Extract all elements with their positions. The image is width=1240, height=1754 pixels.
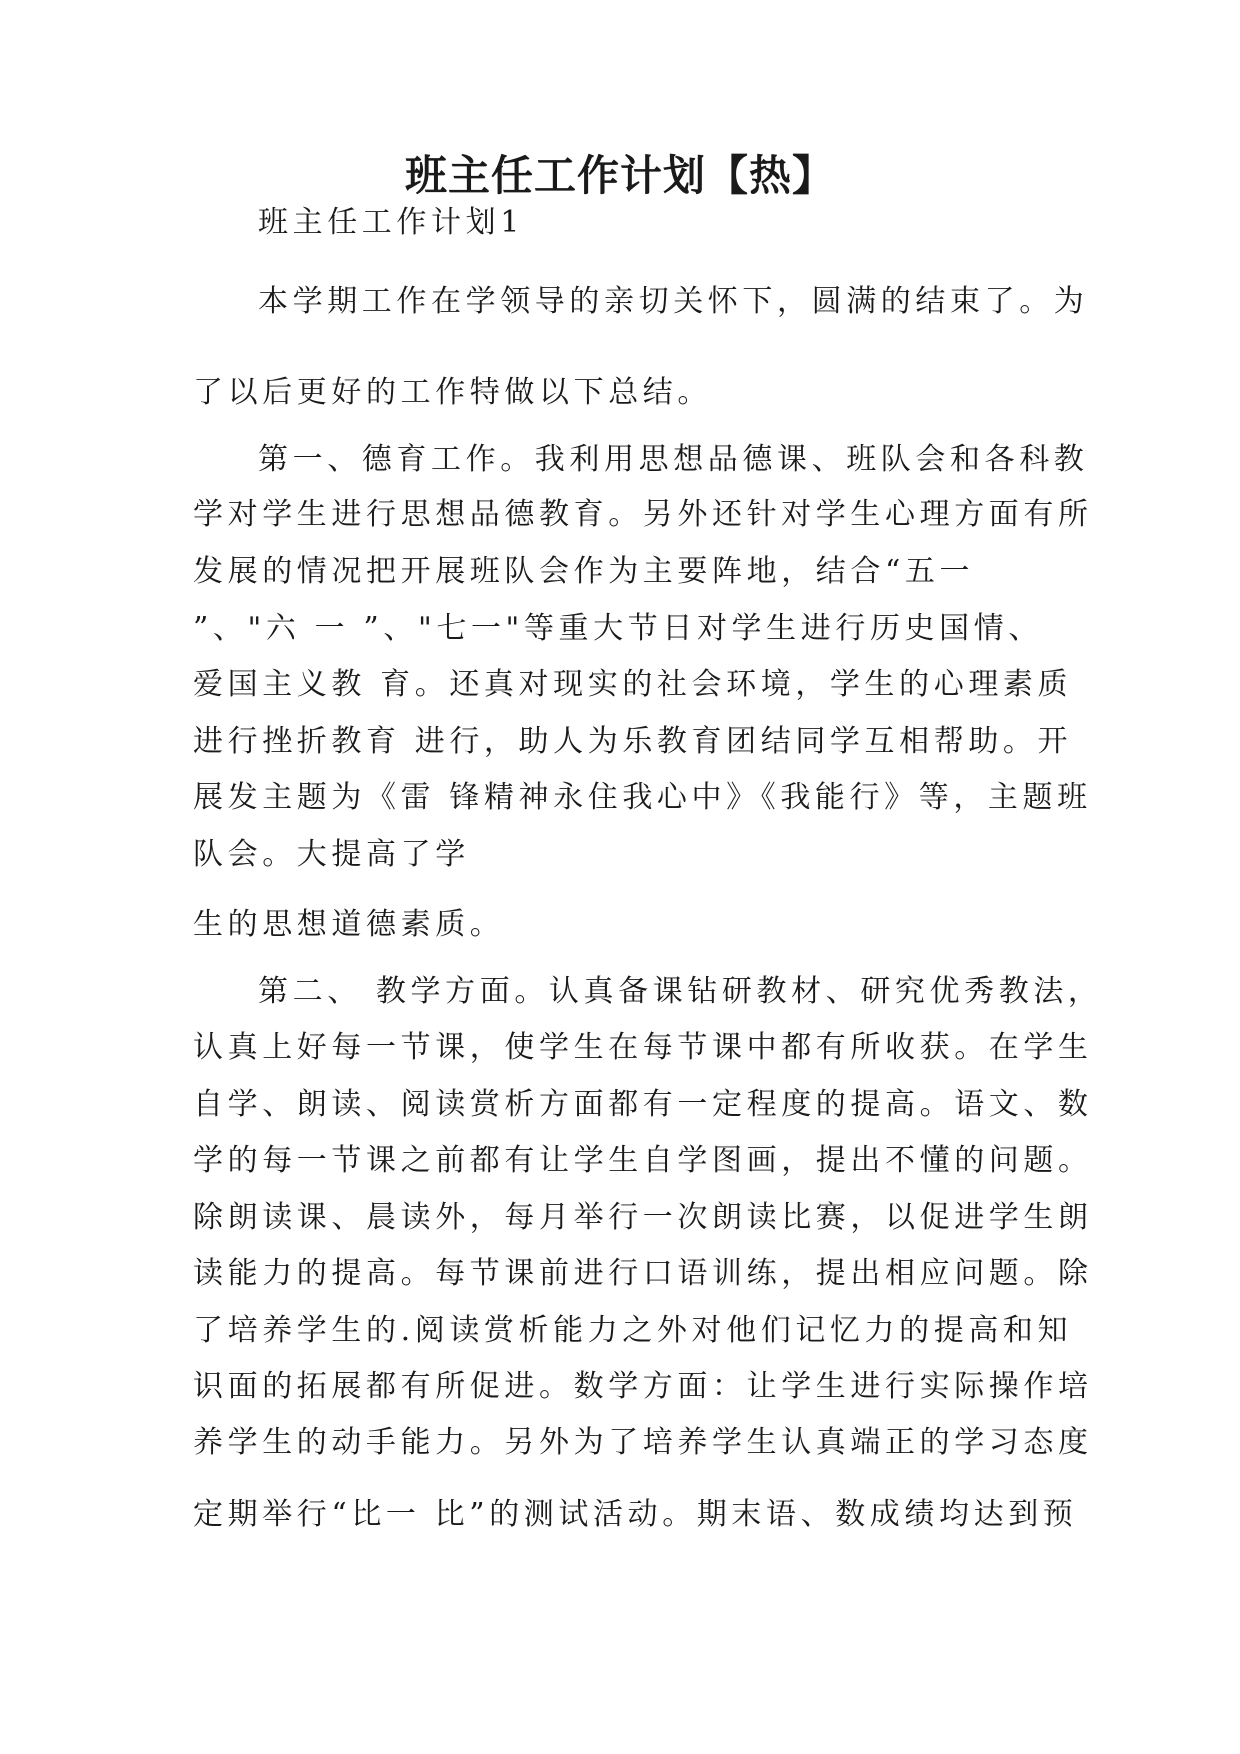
paragraph-line: 除朗读课、晨读外，每月举行一次朗读比赛，以促进学生朗 [193,1200,1093,1235]
paragraph-line: 学对学生进行思想品德教育。另外还针对学生心理方面有所 [193,497,1093,532]
paragraph-line: 爱国主义教 育。还真对现实的社会环境，学生的心理素质 [193,667,1073,702]
paragraph-line: 识面的拓展都有所促进。数学方面：让学生进行实际操作培 [193,1369,1093,1404]
paragraph-line: 认真上好每一节课，使学生在每节课中都有所收获。在学生 [193,1030,1093,1065]
paragraph-line: 了培养学生的.阅读赏析能力之外对他们记忆力的提高和知 [193,1313,1073,1348]
paragraph-line: 自学、朗读、阅读赏析方面都有一定程度的提高。语文、数 [193,1087,1093,1122]
paragraph-line: 队会。大提高了学 [193,837,470,872]
paragraph-line: 养学生的动手能力。另外为了培养学生认真端正的学习态度 [193,1425,1093,1460]
paragraph-line: 展发主题为《雷 锋精神永住我心中》《我能行》等，主题班 [193,780,1092,815]
paragraph-line: 进行挫折教育 进行，助人为乐教育团结同学互相帮助。开 [193,724,1073,759]
paragraph-line: 第一、德育工作。我利用思想品德课、班队会和各科教 [258,442,1089,477]
paragraph-line: 读能力的提高。每节课前进行口语训练，提出相应问题。除 [193,1256,1093,1291]
paragraph-line: 发展的情况把开展班队会作为主要阵地，结合“五一 [193,554,975,589]
paragraph-line: 了以后更好的工作特做以下总结。 [193,375,712,410]
subheading: 班主任工作计划1 [258,205,524,240]
paragraph-line: 本学期工作在学领导的亲切关怀下，圆满的结束了。为 [258,284,1089,319]
paragraph-line: 生的思想道德素质。 [193,907,505,942]
paragraph-line: 学的每一节课之前都有让学生自学图画，提出不懂的问题。 [193,1143,1093,1178]
document-title: 班主任工作计划【热】 [404,151,835,200]
paragraph-line: 第二、 教学方面。认真备课钻研教材、研究优秀教法， [258,974,1103,1009]
paragraph-line: ”、"六 一 ”、"七一"等重大节日对学生进行历史国情、 [193,611,1043,646]
paragraph-line: 定期举行“比一 比”的测试活动。期末语、数成绩均达到预 [193,1497,1078,1532]
